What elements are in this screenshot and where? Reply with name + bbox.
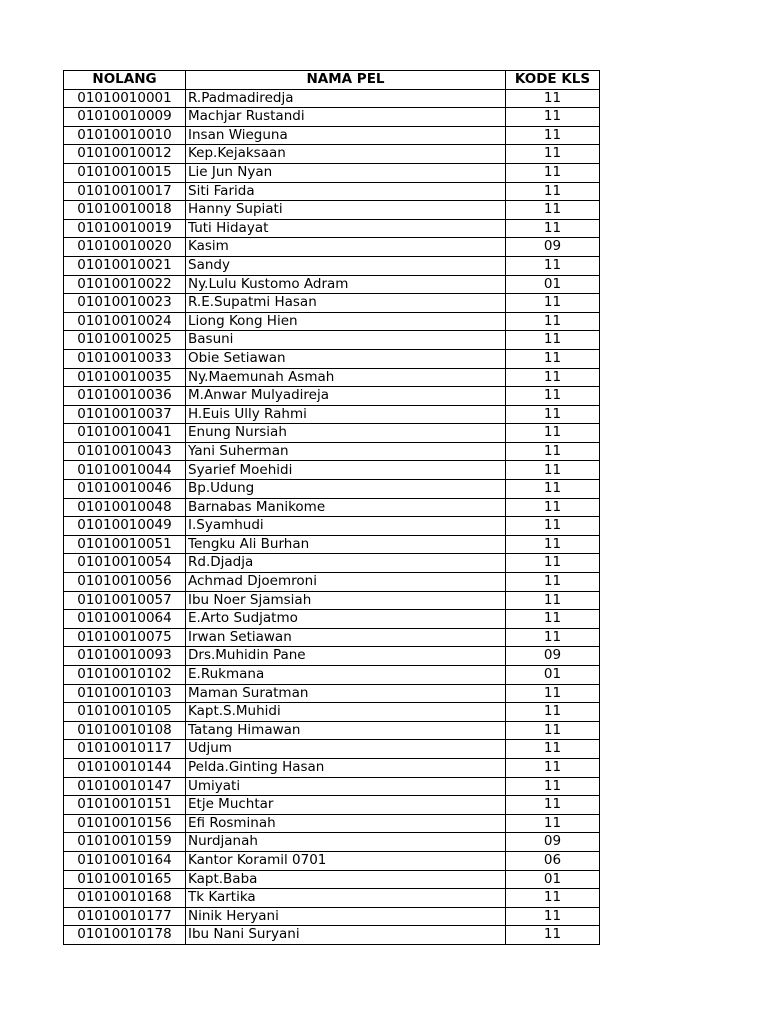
nolang-cell: 01010010044 — [64, 461, 186, 480]
kode-kls-cell: 11 — [506, 628, 600, 647]
kode-kls-cell: 11 — [506, 294, 600, 313]
kode-kls-cell: 11 — [506, 368, 600, 387]
nama-pel-cell: Sandy — [186, 256, 506, 275]
table-row — [64, 368, 600, 387]
table-row — [64, 777, 600, 796]
kode-kls-cell: 11 — [506, 256, 600, 275]
table-row — [64, 684, 600, 703]
nama-pel-cell: Nurdjanah — [186, 833, 506, 852]
nolang-cell: 01010010075 — [64, 628, 186, 647]
nolang-cell: 01010010019 — [64, 219, 186, 238]
nolang-cell: 01010010048 — [64, 498, 186, 517]
table-row — [64, 424, 600, 443]
nama-pel-cell: Rd.Djadja — [186, 554, 506, 573]
nolang-cell: 01010010177 — [64, 907, 186, 926]
kode-kls-cell: 11 — [506, 498, 600, 517]
kode-kls-cell: 11 — [506, 907, 600, 926]
kode-kls-cell: 11 — [506, 591, 600, 610]
nama-pel-cell: Tatang Himawan — [186, 721, 506, 740]
table-row — [64, 610, 600, 629]
kode-kls-cell: 11 — [506, 758, 600, 777]
nama-pel-cell: Kantor Koramil 0701 — [186, 851, 506, 870]
table-row — [64, 647, 600, 666]
nama-pel-cell: Efi Rosminah — [186, 814, 506, 833]
table-row — [64, 758, 600, 777]
kode-kls-cell: 09 — [506, 647, 600, 666]
nama-pel-cell: Drs.Muhidin Pane — [186, 647, 506, 666]
kode-kls-cell: 11 — [506, 349, 600, 368]
nolang-cell: 01010010043 — [64, 442, 186, 461]
kode-kls-cell: 11 — [506, 163, 600, 182]
table-row — [64, 163, 600, 182]
nama-pel-cell: Barnabas Manikome — [186, 498, 506, 517]
table-row — [64, 201, 600, 220]
nolang-cell: 01010010024 — [64, 312, 186, 331]
table-row — [64, 703, 600, 722]
nolang-cell: 01010010010 — [64, 126, 186, 145]
table-row — [64, 89, 600, 108]
table-row — [64, 442, 600, 461]
kode-kls-cell: 11 — [506, 610, 600, 629]
kode-kls-cell: 11 — [506, 424, 600, 443]
nolang-cell: 01010010105 — [64, 703, 186, 722]
table-row — [64, 126, 600, 145]
nolang-cell: 01010010164 — [64, 851, 186, 870]
kode-kls-cell: 11 — [506, 126, 600, 145]
table-row — [64, 294, 600, 313]
kode-kls-cell: 11 — [506, 703, 600, 722]
nolang-cell: 01010010117 — [64, 740, 186, 759]
nolang-cell: 01010010001 — [64, 89, 186, 108]
table-row — [64, 182, 600, 201]
table-row — [64, 796, 600, 815]
kode-kls-cell: 11 — [506, 312, 600, 331]
nolang-cell: 01010010017 — [64, 182, 186, 201]
nama-pel-cell: Hanny Supiati — [186, 201, 506, 220]
nama-pel-cell: Kep.Kejaksaan — [186, 145, 506, 164]
kode-kls-cell: 11 — [506, 201, 600, 220]
nolang-cell: 01010010025 — [64, 331, 186, 350]
table-row — [64, 907, 600, 926]
table-row — [64, 535, 600, 554]
nolang-cell: 01010010151 — [64, 796, 186, 815]
nama-pel-cell: Yani Suherman — [186, 442, 506, 461]
nama-pel-cell: R.E.Supatmi Hasan — [186, 294, 506, 313]
nolang-cell: 01010010015 — [64, 163, 186, 182]
nama-pel-cell: Tk Kartika — [186, 889, 506, 908]
nama-pel-cell: Kapt.Baba — [186, 870, 506, 889]
header-row — [64, 71, 600, 90]
kode-kls-cell: 11 — [506, 442, 600, 461]
kode-kls-cell: 11 — [506, 684, 600, 703]
kode-kls-cell: 11 — [506, 926, 600, 945]
nama-pel-cell: Udjum — [186, 740, 506, 759]
nolang-cell: 01010010051 — [64, 535, 186, 554]
nama-pel-cell: Syarief Moehidi — [186, 461, 506, 480]
nolang-cell: 01010010057 — [64, 591, 186, 610]
table-row — [64, 814, 600, 833]
kode-kls-cell: 11 — [506, 387, 600, 406]
nolang-cell: 01010010033 — [64, 349, 186, 368]
nama-pel-cell: Tuti Hidayat — [186, 219, 506, 238]
nama-pel-cell: Insan Wieguna — [186, 126, 506, 145]
table-row — [64, 461, 600, 480]
table-row — [64, 405, 600, 424]
kode-kls-cell: 06 — [506, 851, 600, 870]
nolang-cell: 01010010035 — [64, 368, 186, 387]
table-row — [64, 926, 600, 945]
kode-kls-cell: 11 — [506, 108, 600, 127]
table-row — [64, 480, 600, 499]
nama-pel-cell: Etje Muchtar — [186, 796, 506, 815]
nama-pel-cell: Liong Kong Hien — [186, 312, 506, 331]
kode-kls-cell: 11 — [506, 777, 600, 796]
kode-kls-cell: 11 — [506, 535, 600, 554]
table-row — [64, 851, 600, 870]
table-row — [64, 275, 600, 294]
table-row — [64, 331, 600, 350]
nama-pel-cell: Kasim — [186, 238, 506, 257]
nolang-cell: 01010010022 — [64, 275, 186, 294]
table-row — [64, 238, 600, 257]
nama-pel-cell: Maman Suratman — [186, 684, 506, 703]
nama-pel-cell: Ny.Lulu Kustomo Adram — [186, 275, 506, 294]
table-row — [64, 387, 600, 406]
nama-pel-cell: Obie Setiawan — [186, 349, 506, 368]
nolang-cell: 01010010020 — [64, 238, 186, 257]
nama-pel-cell: Kapt.S.Muhidi — [186, 703, 506, 722]
kode-kls-cell: 11 — [506, 405, 600, 424]
table-row — [64, 312, 600, 331]
nama-pel-cell: Umiyati — [186, 777, 506, 796]
nolang-cell: 01010010144 — [64, 758, 186, 777]
kode-kls-cell: 11 — [506, 145, 600, 164]
nama-pel-cell: H.Euis Ully Rahmi — [186, 405, 506, 424]
nolang-cell: 01010010108 — [64, 721, 186, 740]
kode-kls-cell: 11 — [506, 517, 600, 536]
nolang-cell: 01010010178 — [64, 926, 186, 945]
kode-kls-cell: 11 — [506, 182, 600, 201]
nolang-cell: 01010010046 — [64, 480, 186, 499]
table-row — [64, 870, 600, 889]
nama-pel-cell: I.Syamhudi — [186, 517, 506, 536]
nolang-cell: 01010010012 — [64, 145, 186, 164]
kode-kls-cell: 11 — [506, 740, 600, 759]
kode-kls-cell: 11 — [506, 573, 600, 592]
kode-kls-cell: 01 — [506, 275, 600, 294]
kode-kls-cell: 11 — [506, 554, 600, 573]
nolang-cell: 01010010165 — [64, 870, 186, 889]
nama-pel-cell: Siti Farida — [186, 182, 506, 201]
kode-kls-cell: 01 — [506, 870, 600, 889]
table-row — [64, 628, 600, 647]
nama-pel-cell: Machjar Rustandi — [186, 108, 506, 127]
kode-kls-cell: 09 — [506, 238, 600, 257]
nama-pel-cell: Tengku Ali Burhan — [186, 535, 506, 554]
header-kode-kls: KODE KLS — [506, 71, 600, 90]
table-row — [64, 108, 600, 127]
kode-kls-cell: 11 — [506, 814, 600, 833]
customer-table — [63, 70, 600, 945]
nama-pel-cell: Pelda.Ginting Hasan — [186, 758, 506, 777]
nolang-cell: 01010010103 — [64, 684, 186, 703]
nolang-cell: 01010010037 — [64, 405, 186, 424]
kode-kls-cell: 11 — [506, 480, 600, 499]
table-row — [64, 591, 600, 610]
nolang-cell: 01010010168 — [64, 889, 186, 908]
kode-kls-cell: 11 — [506, 796, 600, 815]
nolang-cell: 01010010064 — [64, 610, 186, 629]
nolang-cell: 01010010054 — [64, 554, 186, 573]
nolang-cell: 01010010147 — [64, 777, 186, 796]
kode-kls-cell: 09 — [506, 833, 600, 852]
table-row — [64, 145, 600, 164]
nolang-cell: 01010010009 — [64, 108, 186, 127]
kode-kls-cell: 11 — [506, 89, 600, 108]
table-row — [64, 517, 600, 536]
kode-kls-cell: 11 — [506, 461, 600, 480]
nama-pel-cell: Ninik Heryani — [186, 907, 506, 926]
nama-pel-cell: Bp.Udung — [186, 480, 506, 499]
nolang-cell: 01010010041 — [64, 424, 186, 443]
kode-kls-cell: 11 — [506, 219, 600, 238]
kode-kls-cell: 01 — [506, 666, 600, 685]
header-nama-pel: NAMA PEL — [186, 71, 506, 90]
nama-pel-cell: Achmad Djoemroni — [186, 573, 506, 592]
nolang-cell: 01010010159 — [64, 833, 186, 852]
nama-pel-cell: Lie Jun Nyan — [186, 163, 506, 182]
table-row — [64, 498, 600, 517]
kode-kls-cell: 11 — [506, 889, 600, 908]
table-row — [64, 219, 600, 238]
table-row — [64, 740, 600, 759]
table-row — [64, 554, 600, 573]
nama-pel-cell: Basuni — [186, 331, 506, 350]
table-row — [64, 721, 600, 740]
nolang-cell: 01010010156 — [64, 814, 186, 833]
kode-kls-cell: 11 — [506, 331, 600, 350]
nama-pel-cell: M.Anwar Mulyadireja — [186, 387, 506, 406]
header-nolang: NOLANG — [64, 71, 186, 90]
nolang-cell: 01010010021 — [64, 256, 186, 275]
nama-pel-cell: R.Padmadiredja — [186, 89, 506, 108]
table-body — [64, 89, 600, 944]
nama-pel-cell: Irwan Setiawan — [186, 628, 506, 647]
nama-pel-cell: E.Arto Sudjatmo — [186, 610, 506, 629]
table-row — [64, 573, 600, 592]
table-row — [64, 889, 600, 908]
nolang-cell: 01010010049 — [64, 517, 186, 536]
nolang-cell: 01010010023 — [64, 294, 186, 313]
table-row — [64, 349, 600, 368]
nama-pel-cell: E.Rukmana — [186, 666, 506, 685]
table-row — [64, 833, 600, 852]
nolang-cell: 01010010093 — [64, 647, 186, 666]
nama-pel-cell: Ny.Maemunah Asmah — [186, 368, 506, 387]
table-row — [64, 666, 600, 685]
nolang-cell: 01010010056 — [64, 573, 186, 592]
nolang-cell: 01010010102 — [64, 666, 186, 685]
nama-pel-cell: Ibu Noer Sjamsiah — [186, 591, 506, 610]
kode-kls-cell: 11 — [506, 721, 600, 740]
nama-pel-cell: Enung Nursiah — [186, 424, 506, 443]
nolang-cell: 01010010036 — [64, 387, 186, 406]
nama-pel-cell: Ibu Nani Suryani — [186, 926, 506, 945]
nolang-cell: 01010010018 — [64, 201, 186, 220]
table-row — [64, 256, 600, 275]
